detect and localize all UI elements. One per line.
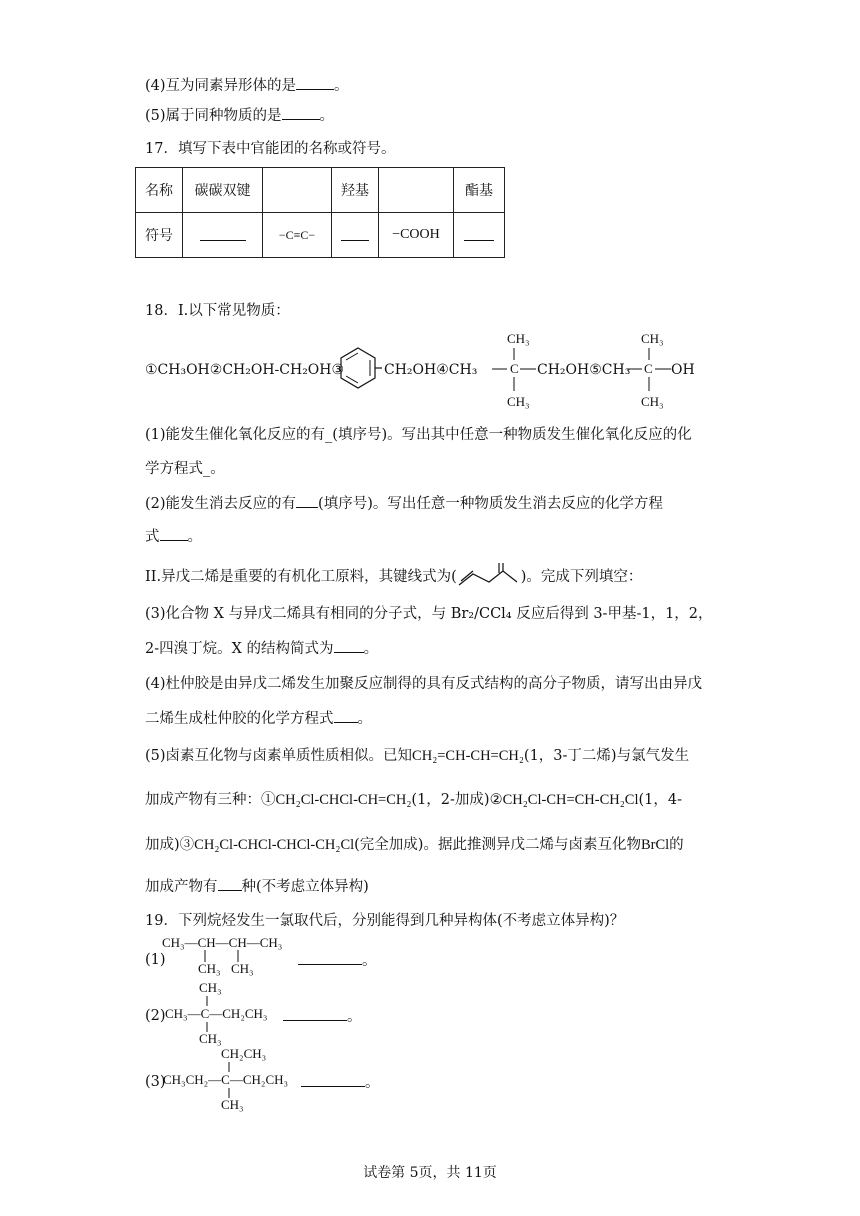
ethyl-branch: CH₂CH₃: [221, 1046, 267, 1061]
structure-2-main-chain: CH₃—C—CH₂CH₃: [165, 1006, 268, 1021]
structure-3-main-chain: CH₃CH₂—C—CH₂CH₃: [163, 1072, 289, 1087]
functional-group-table: [135, 167, 505, 258]
methyl-branch: CH₃: [199, 1031, 222, 1046]
bond-lines: [200, 996, 220, 1036]
page-footer: 试卷第 5页，共 11页: [363, 1165, 497, 1181]
q16-item5: (5)属于同种物质的是 。: [145, 104, 334, 127]
methyl-label: CH₃: [641, 331, 664, 346]
q18-p3a: (3)化合物 X 与异戊二烯具有相同的分子式，与 Br₂/CCl₄ 反应后得到 3-甲基-1，1，2，: [145, 606, 713, 622]
bond-lines: [222, 1062, 242, 1102]
answer-blank[interactable]: [218, 875, 242, 891]
bond-lines: [625, 345, 675, 395]
table-cell: 碳碳双键: [183, 168, 263, 213]
methyl-label: CH₃: [641, 394, 664, 409]
q19-label-2: (2): [145, 1008, 166, 1024]
table-cell[interactable]: [332, 213, 379, 258]
answer-blank[interactable]: [298, 949, 362, 965]
table-cell: −C≡C−: [263, 213, 332, 258]
methyl-branch: CH₃: [221, 1097, 244, 1112]
structure-1-main-chain: CH₃—CH—CH—CH₃: [162, 935, 283, 950]
methyl-label: CH₃: [507, 331, 530, 346]
q18-p5d: 加成产物有 种(不考虑立体异构): [145, 875, 369, 898]
compound-4-5: CH₂OH⑤CH₃: [537, 362, 631, 378]
methyl-branch: CH₃: [231, 961, 254, 976]
methyl-branch: CH₃: [199, 980, 222, 995]
answer-blank[interactable]: [301, 1071, 365, 1087]
q16-item4: (4)互为同素异形体的是 。: [145, 74, 349, 97]
q18-p2a: (2)能发生消去反应的有 (填序号)。写出任意一种物质发生消去反应的化学方程: [145, 492, 663, 515]
carbon-label: C: [644, 361, 653, 376]
q18-p5a: (5)卤素互化物与卤素单质性质相似。已知CH₂=CH-CH=CH₂(1，3-丁二烯)与氯气发生: [145, 748, 690, 764]
answer-blank[interactable]: [341, 225, 369, 241]
carbon-label: C: [510, 361, 519, 376]
answer-blank[interactable]: [334, 707, 358, 723]
q18-p1a: (1)能发生催化氧化反应的有_(填序号)。写出其中任意一种物质发生催化氧化反应的化: [145, 427, 692, 443]
answer-blank[interactable]: [296, 74, 334, 90]
benzene-ring: [338, 345, 382, 393]
q17-stem: 17．填写下表中官能团的名称或符号。: [145, 141, 396, 157]
answer-blank[interactable]: [282, 104, 320, 120]
q18-p4b: 二烯生成杜仲胶的化学方程式 。: [145, 707, 372, 730]
q19-label-1: (1): [145, 952, 166, 968]
q19-answer-3: 。: [301, 1071, 380, 1094]
methyl-label: CH₃: [507, 394, 530, 409]
hydroxyl-label: OH: [671, 362, 695, 378]
q18-p4a: (4)杜仲胶是由异戊二烯发生加聚反应制得的具有反式结构的高分子物质，请写出由异戊: [145, 676, 703, 692]
methyl-branch: CH₃: [198, 961, 221, 976]
q18-p1b: 学方程式_。: [145, 461, 225, 477]
q18-p3b: 2-四溴丁烷。X 的结构简式为 。: [145, 637, 378, 660]
answer-blank[interactable]: [200, 225, 246, 241]
row-header-symbol: 符号: [136, 213, 183, 258]
table-cell: [379, 168, 454, 213]
answer-blank[interactable]: [464, 225, 494, 241]
q19-stem: 19．下列烷烃发生一氯取代后，分别能得到几种异构体(不考虑立体异构)？: [145, 913, 625, 929]
table-cell[interactable]: [454, 213, 505, 258]
q18-partII: II.异戊二烯是重要的有机化工原料，其键线式为( )。完成下列填空：: [145, 563, 642, 589]
table-cell: 酯基: [454, 168, 505, 213]
table-cell[interactable]: [183, 213, 263, 258]
compound-3-4: CH₂OH④CH₃: [384, 362, 478, 378]
table-row: [136, 213, 505, 258]
bond-lines: [490, 345, 540, 395]
q18-p5c: 加成)③CH₂Cl-CHCl-CHCl-CH₂Cl(完全加成)。据此推测异戊二烯与卤素互化物BrCl的: [145, 837, 684, 853]
q19-label-3: (3): [145, 1074, 166, 1090]
q19-answer-1: 。: [298, 949, 377, 972]
table-row: [136, 168, 505, 213]
answer-blank[interactable]: [283, 1005, 347, 1021]
table-cell: −COOH: [379, 213, 454, 258]
q18-p2b: 式 。: [145, 525, 202, 548]
isoprene-skeletal-formula: [457, 563, 521, 589]
q18-stem: 18．I.以下常见物质：: [145, 303, 290, 319]
row-header-name: 名称: [136, 168, 183, 213]
table-cell: 羟基: [332, 168, 379, 213]
table-cell: [263, 168, 332, 213]
answer-blank[interactable]: [160, 525, 188, 541]
q19-answer-2: 。: [283, 1005, 362, 1028]
compound-list: ①CH₃OH②CH₂OH-CH₂OH③: [145, 362, 345, 378]
q18-p5b: 加成产物有三种：①CH₂Cl-CHCl-CH=CH₂(1，2-加成)②CH₂Cl-CH=CH-CH₂Cl(1，4-: [145, 792, 683, 808]
answer-blank[interactable]: [334, 637, 364, 653]
answer-blank[interactable]: [296, 492, 318, 508]
